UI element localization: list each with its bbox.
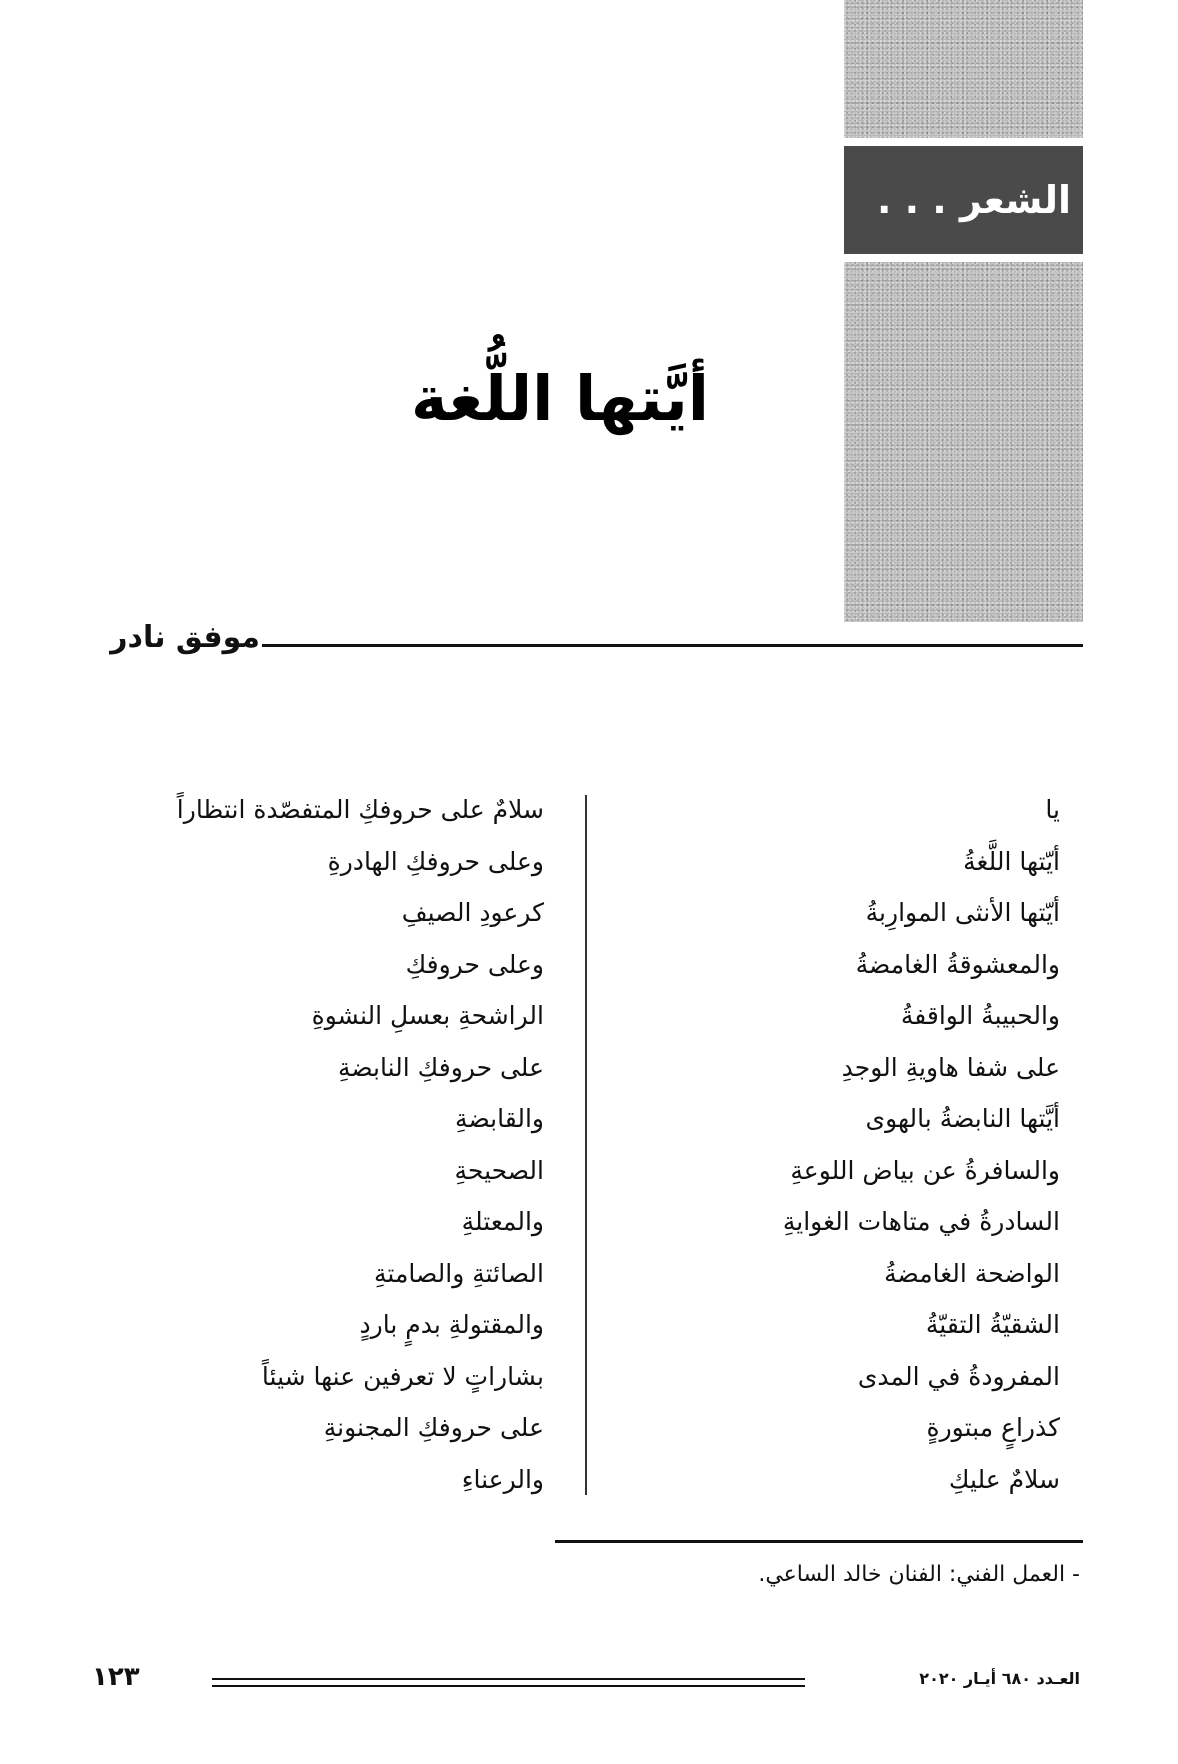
verse-line: أيّتها اللَّغةُ — [963, 846, 1060, 876]
verse-line: أيّتها الأنثى الموارِبةُ — [865, 898, 1060, 927]
verse-line: وعلى حروفكِ — [405, 949, 544, 979]
footer-rule — [212, 1685, 805, 1687]
decorative-grey-block-top — [844, 0, 1083, 138]
verse-column-right — [640, 790, 1060, 1511]
author-name: موفق نادر — [110, 620, 260, 655]
issue-info: العـدد ٦٨٠ أيـار ٢٠٢٠ — [919, 1669, 1080, 1688]
verse-line: الواضحة الغامضةُ — [884, 1258, 1060, 1288]
section-label: الشعر . . . — [876, 178, 1071, 222]
verse-column-left — [84, 790, 544, 1511]
verse-line: الراشحةِ بعسلِ النشوةِ — [311, 1001, 544, 1030]
verse-line: على حروفكِ النابضةِ — [337, 1052, 544, 1082]
verse-line: كذراعٍ مبتورةٍ — [926, 1413, 1060, 1442]
verse-line: الشقيّةُ التقيّةُ — [925, 1310, 1060, 1339]
verse-line: وعلى حروفكِ الهادرةِ — [327, 846, 544, 876]
footer-rule — [212, 1678, 805, 1680]
verse-line: أيَّتها النابضةُ بالهوى — [865, 1104, 1060, 1133]
author-divider-line — [262, 644, 1083, 647]
decorative-grey-block-bottom — [844, 262, 1083, 622]
verse-line: الصحيحةِ — [454, 1155, 544, 1185]
author-byline — [60, 620, 260, 670]
column-divider — [585, 795, 587, 1495]
verse-line: كرعودِ الصيفِ — [401, 898, 544, 927]
artwork-credit: - العمل الفني: الفنان خالد الساعي. — [758, 1562, 1080, 1587]
verse-line: والقابضةِ — [455, 1104, 544, 1133]
verse-line: سلامٌ على حروفكِ المتفصّدة انتظاراً — [176, 795, 544, 824]
credit-divider-line — [555, 1540, 1083, 1543]
verse-line: والرعناءِ — [461, 1464, 544, 1494]
page-number: ١٢٣ — [92, 1662, 140, 1692]
verse-line: والمعتلةِ — [461, 1207, 544, 1236]
verse-line: على حروفكِ المجنونةِ — [323, 1413, 544, 1442]
verse-line: المفرودةُ في المدى — [857, 1361, 1060, 1391]
verse-line: الصائتةِ والصامتةِ — [374, 1258, 544, 1288]
verse-line: والمعشوقةُ الغامضةُ — [855, 949, 1060, 979]
verse-line: على شفا هاويةِ الوجدِ — [841, 1052, 1060, 1082]
verse-line: والحبيبةُ الواقفةُ — [900, 1001, 1060, 1030]
verse-line: والمقتولةِ بدمٍ باردٍ — [359, 1310, 544, 1339]
poem-title: أيَّتها اللُّغة — [410, 362, 710, 435]
verse-line: السادرةُ في متاهات الغوايةِ — [782, 1207, 1060, 1236]
verse-line: والسافرةُ عن بياض اللوعةِ — [790, 1155, 1060, 1185]
verse-line: بشاراتٍ لا تعرفين عنها شيئاً — [261, 1361, 544, 1391]
verse-line: يا — [1045, 795, 1060, 824]
verse-line: سلامٌ عليكِ — [948, 1464, 1060, 1494]
section-banner — [844, 146, 1083, 254]
